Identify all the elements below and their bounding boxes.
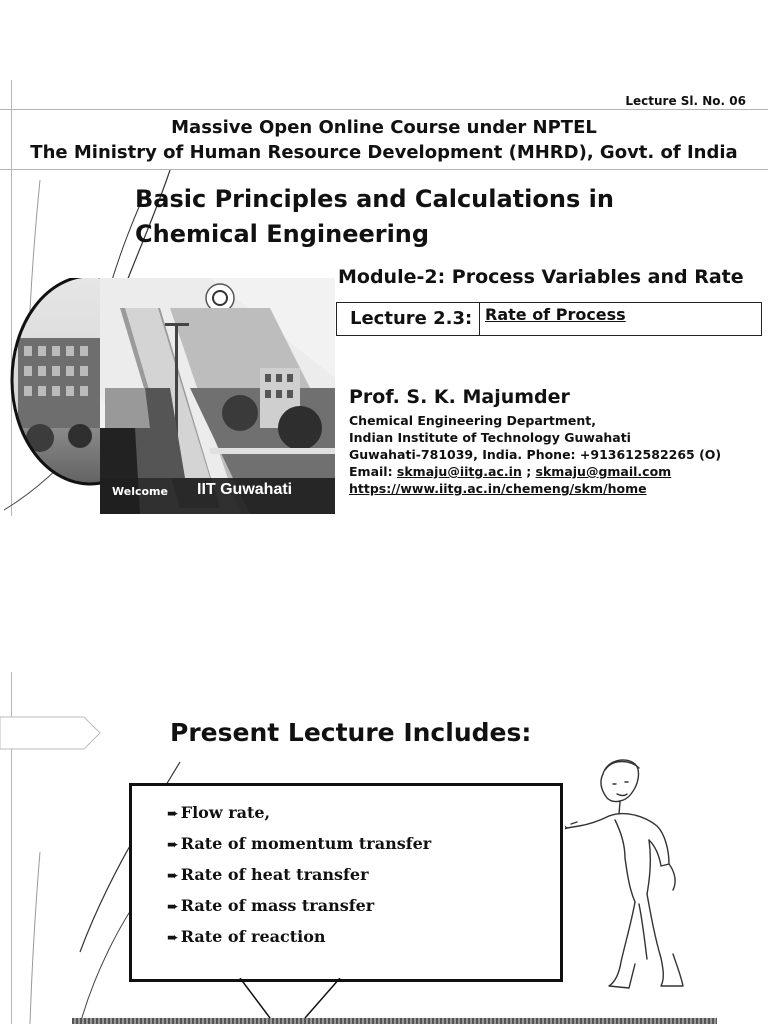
mooc-line-1: Massive Open Online Course under NPTEL	[171, 117, 597, 138]
list-item: ➨ Rate of mass transfer	[167, 896, 375, 915]
lecture-serial: Lecture Sl. No. 06	[625, 94, 746, 108]
arrow-bullet-icon: ➨	[167, 806, 179, 822]
arrow-bullet-icon: ➨	[167, 930, 179, 946]
top-divider	[0, 109, 768, 110]
institute: Indian Institute of Technology Guwahati	[349, 430, 631, 445]
title-slide	[0, 80, 768, 516]
arrow-tab-shape	[0, 716, 102, 750]
bottom-pattern-bar	[72, 1018, 717, 1024]
lecture-label: Lecture 2.3:	[350, 308, 473, 329]
email-separator: ;	[521, 464, 536, 479]
content-slide	[0, 672, 768, 1024]
course-title-line-1: Basic Principles and Calculations in	[135, 185, 614, 213]
arrow-bullet-icon: ➨	[167, 837, 179, 853]
arrow-bullet-icon: ➨	[167, 899, 179, 915]
professor-name: Prof. S. K. Majumder	[349, 386, 570, 408]
lecture-box-separator	[479, 303, 480, 335]
iitg-logo-icon	[206, 284, 234, 312]
topics-box	[129, 783, 563, 982]
module-title: Module-2: Process Variables and Rate	[338, 266, 744, 288]
email-label: Email:	[349, 464, 397, 479]
box-connector-lines	[230, 978, 350, 1020]
campus-name: IIT Guwahati	[197, 481, 293, 498]
arrow-bullet-icon: ➨	[167, 868, 179, 884]
list-item: ➨ Rate of momentum transfer	[167, 834, 432, 853]
campus-photo-collage	[10, 278, 335, 514]
address-phone: Guwahati-781039, India. Phone: +913612582265 (O)	[349, 447, 722, 462]
email-link-2[interactable]: skmaju@gmail.com	[535, 464, 672, 479]
pointing-person-illustration	[565, 754, 735, 999]
welcome-text: Welcome	[112, 485, 168, 498]
lecture-box	[336, 302, 762, 336]
course-title-line-2: Chemical Engineering	[135, 220, 430, 248]
email-link-1[interactable]: skmaju@iitg.ac.in	[396, 464, 522, 479]
section-heading: Present Lecture Includes:	[170, 718, 532, 747]
list-item: ➨ Flow rate,	[167, 803, 271, 822]
list-item: ➨ Rate of heat transfer	[167, 865, 369, 884]
homepage-link[interactable]: https://www.iitg.ac.in/chemeng/skm/home	[349, 481, 647, 496]
list-item: ➨ Rate of reaction	[167, 927, 326, 946]
lecture-topic: Rate of Process	[485, 305, 626, 324]
mooc-line-2: The Ministry of Human Resource Development (MHRD), Govt. of India	[30, 142, 738, 163]
department: Chemical Engineering Department,	[349, 413, 597, 428]
email-line	[349, 463, 671, 480]
